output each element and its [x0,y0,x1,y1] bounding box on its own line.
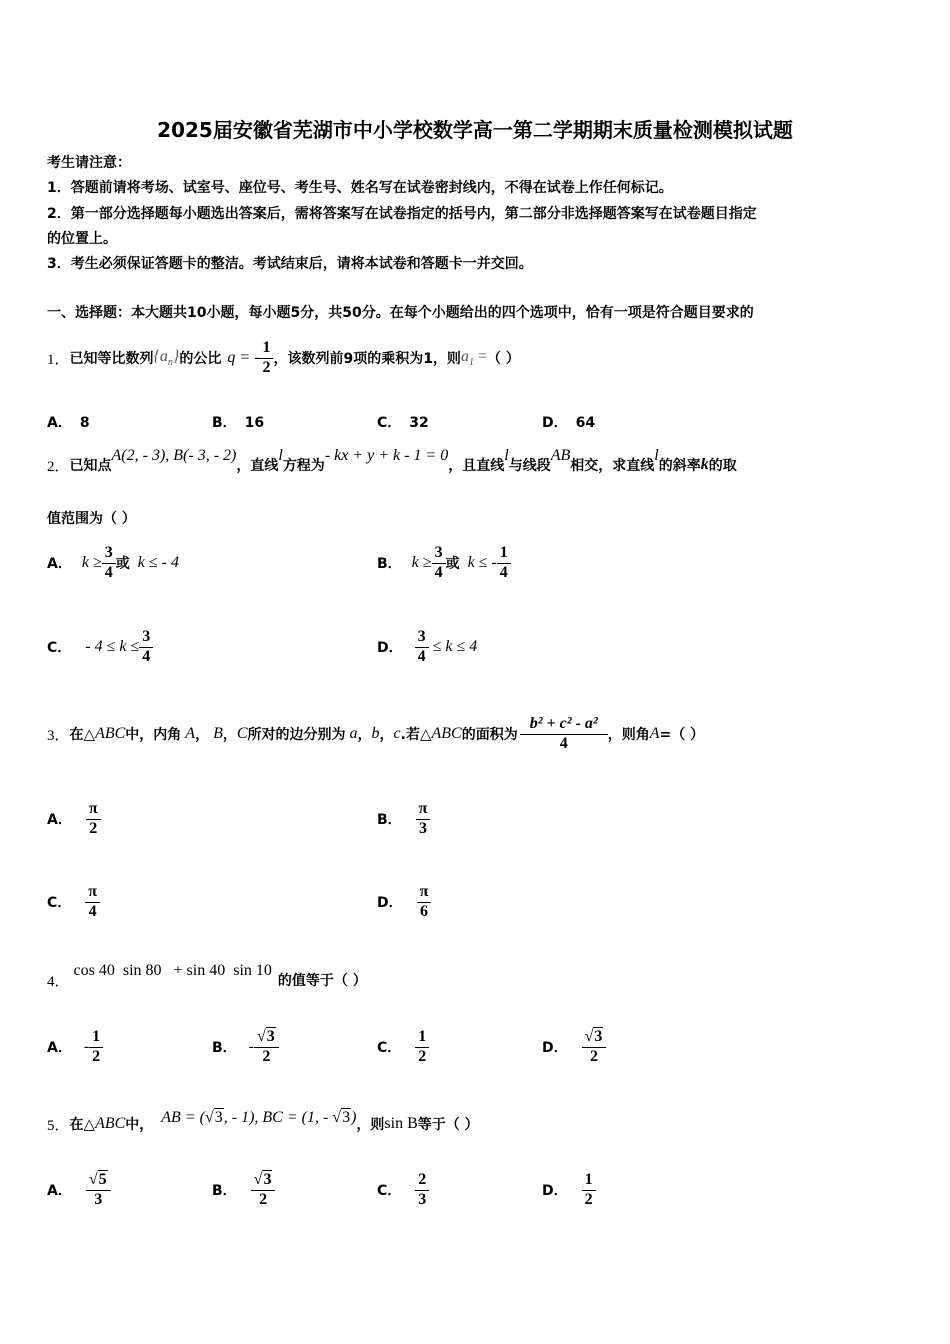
question-text: ，且直线 [448,458,505,474]
question-text: ，直线 [236,458,279,474]
question-text: 中， [125,1117,154,1133]
question-text: 的取 [708,458,737,474]
question-1 [47,328,520,388]
question-number: 1． [47,351,70,368]
math-points: A(2, - 3), B(- 3, - 2) [111,447,237,464]
question-text: 值范围为（ ） [47,511,136,527]
option-b[interactable]: B． $\frac{√3}{2}$ [212,1165,275,1215]
question-number: 2． [47,458,70,475]
option-b[interactable]: B． - $\frac{√3}{2}$ [212,1022,279,1072]
math-sinb: sin B [384,1115,418,1132]
math-vectors: AB = (√3, - 1), BC = (1, - √3) [161,1109,357,1126]
question-text: ，则角 [607,727,650,743]
frac-den: 2 [259,358,273,377]
option-c[interactable]: C． - 4 ≤ k ≤ $\frac{3}{4}$ [47,622,153,672]
math-sub: 1 [468,357,474,369]
math-expression: cos 40 sin 80 + sin 40 sin 10 [73,962,272,979]
option-d[interactable]: D． $\frac{\pi}{6}$ [377,877,431,927]
answer-bracket: （ ） [486,351,520,367]
question-2 [47,440,737,490]
question-text: .若 [400,727,420,743]
notice-item: 2．第一部分选择题每小题选出答案后，需将答案写在试卷指定的括号内，第二部分非选择题答案写在试卷题目指定 [47,206,757,222]
question-text: 的值等于（ ） [277,973,367,989]
math-eq: = [473,347,487,365]
question-number: 4． [47,973,70,990]
math-a1: a [460,347,469,365]
answer-bracket: =（ ） [659,727,705,743]
notice-item: 3．考生必须保证答题卡的整洁。考试结束后，请将本试卷和答题卡一并交回。 [47,256,533,272]
section-heading: 一、选择题：本大题共10小题，每小题5分，共50分。在每个小题给出的四个选项中，恰有一项是符合题目要求的 [47,305,754,321]
question-5: 5． 在 △ ABC 中， AB = (√3, - 1), BC = (1, - √3) ，则 sin B 等于（ ） [47,1109,479,1134]
option-d[interactable]: D． 64 [542,415,596,431]
question-text: ，则 [356,1117,385,1133]
question-text: 已知等比数列 [69,351,154,367]
math-l: l [278,447,283,464]
question-4 [47,960,367,1000]
notice-item: 的位置上。 [47,231,117,247]
notice-item: 1．答题前请将考场、试室号、座位号、考生号、姓名写在试卷密封线内，不得在试卷上作任何标记。 [47,180,673,196]
option-a[interactable]: A． - $\frac{1}{2}$ [47,1022,103,1072]
notice-heading: 考生请注意： [47,155,131,171]
frac-num: b² + c² - a² [529,715,598,733]
math-k: k [700,456,709,473]
option-c[interactable]: C． 32 [377,415,429,431]
option-b[interactable]: B． 16 [212,415,265,431]
math-l: l [654,447,659,464]
option-b[interactable]: B． k ≥ $\frac{3}{4}$ 或 k ≤ - $\frac{1}{4}$ [377,538,511,588]
question-3: 3． 在 △ ABC 中，内角 A ， B ， C 所对的边分别为 a ， b ， c .若 △ ABC 的面积为 $\frac{\text{b² + c² - a²}}{4}$ ，则角 A =（ ） [47,715,705,752]
math-q: q = - [227,349,260,366]
option-c[interactable]: C． $\frac{\pi}{4}$ [47,877,100,927]
option-a[interactable]: A． $\frac{\pi}{2}$ [47,794,101,844]
page-title: 2025届安徽省芜湖市中小学校数学高一第二学期期末质量检测模拟试题 [157,118,793,142]
question-text: 的公比 [179,351,222,367]
question-text: 相交，求直线 [570,458,655,474]
math-ab: AB [550,447,571,464]
question-number: 5． [47,1117,70,1134]
math-seq: {a [153,347,168,365]
math-seq-end: } [172,347,180,365]
frac-num: 1 [262,339,271,357]
question-text: 方程为 [282,458,325,474]
option-d[interactable]: D． $\frac{√3}{2}$ [542,1022,606,1072]
question-text: 的面积为 [461,727,518,743]
question-text: 所对的边分别为 [247,727,346,743]
option-c[interactable]: C． $\frac{1}{2}$ [377,1022,429,1072]
question-number: 3． [47,727,70,744]
option-a[interactable]: A． 8 [47,415,90,431]
frac-den: 4 [520,734,608,753]
question-text: 在 [69,727,84,743]
math-equation: - kx + y + k - 1 = 0 [324,447,449,464]
option-c[interactable]: C． $\frac{2}{3}$ [377,1165,429,1215]
option-d[interactable]: D． $\frac{3}{4}$ ≤ k ≤ 4 [377,628,478,665]
question-text: ，该数列前9项的乘积为1，则 [273,351,461,367]
triangle-symbol: △ [83,726,96,743]
option-b[interactable]: B． $\frac{\pi}{3}$ [377,794,430,844]
question-text: 中，内角 [125,727,182,743]
math-abc: ABC [95,725,126,742]
answer-bracket: 等于（ ） [417,1117,479,1133]
math-sub: n [167,357,173,369]
option-a[interactable]: A． k ≥ $\frac{3}{4}$ 或 k ≤ - 4 [47,544,179,581]
option-d[interactable]: D． $\frac{1}{2}$ [542,1165,596,1215]
question-text: 在 [69,1117,84,1133]
option-a[interactable]: A． $\frac{√5}{3}$ [47,1165,111,1215]
math-l: l [504,447,509,464]
question-text: 与线段 [508,458,551,474]
question-text: 已知点 [69,458,112,474]
question-text: 的斜率 [658,458,701,474]
